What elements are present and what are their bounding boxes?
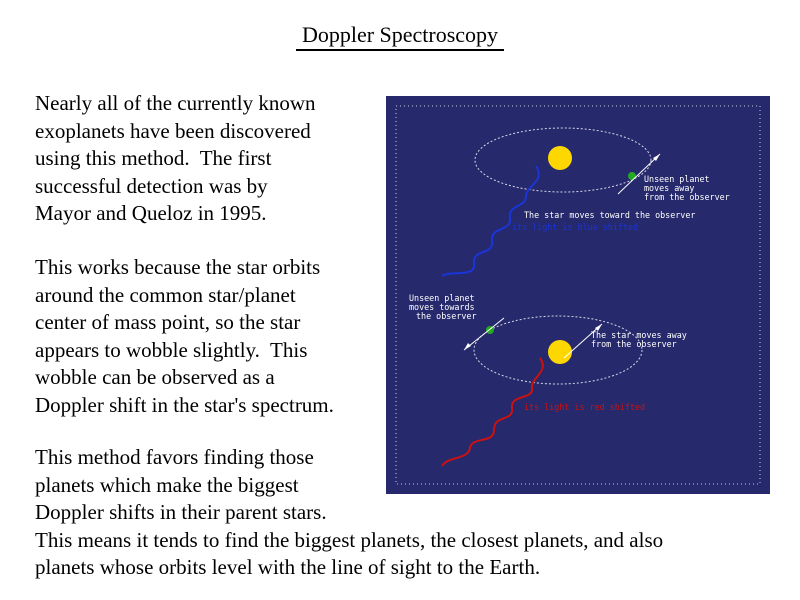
bottom-star-label-line1: The star moves away (591, 330, 687, 340)
top-planet-label-line2: moves away (644, 183, 695, 193)
top-star (548, 146, 572, 170)
bottom-planet-label (409, 293, 480, 321)
bottom-light-label: its light is red shifted (524, 402, 646, 412)
slide-title (0, 22, 800, 48)
top-planet-label-line3: from the observer (644, 192, 730, 202)
paragraph-discovery: Nearly all of the currently known exoplanets have been discovered using this method. The first successful detection was by Mayor and Queloz in 1995. (35, 91, 316, 225)
bottom-star-label-line2: from the observer (591, 339, 677, 349)
paragraph-bias: This method favors finding those planets which make the biggest Doppler shifts in their parent stars. This means it tends to find the biggest planets, the closest planets, and also planets whose orbits level with the line of sight to the Earth. (35, 445, 664, 579)
bottom-planet-label-line3: the observer (416, 311, 477, 321)
bottom-planet-label-line1: Unseen planet (409, 293, 475, 303)
slide-title-text: Doppler Spectroscopy (296, 22, 504, 51)
paragraph-wobble: This works because the star orbits around the common star/planet center of mass point, so the star appears to wobble slightly. This wobble can be observed as a Doppler shift in the star's spectrum. (35, 255, 334, 417)
top-planet (628, 172, 636, 180)
bottom-planet-label-line2: moves towards (409, 302, 475, 312)
doppler-diagram-svg (386, 96, 770, 494)
doppler-diagram (386, 96, 770, 494)
bottom-star (548, 340, 572, 364)
top-star-label: The star moves toward the observer (524, 210, 696, 220)
top-planet-label-line1: Unseen planet (644, 174, 710, 184)
top-light-label: its light is blue shifted (512, 222, 639, 232)
